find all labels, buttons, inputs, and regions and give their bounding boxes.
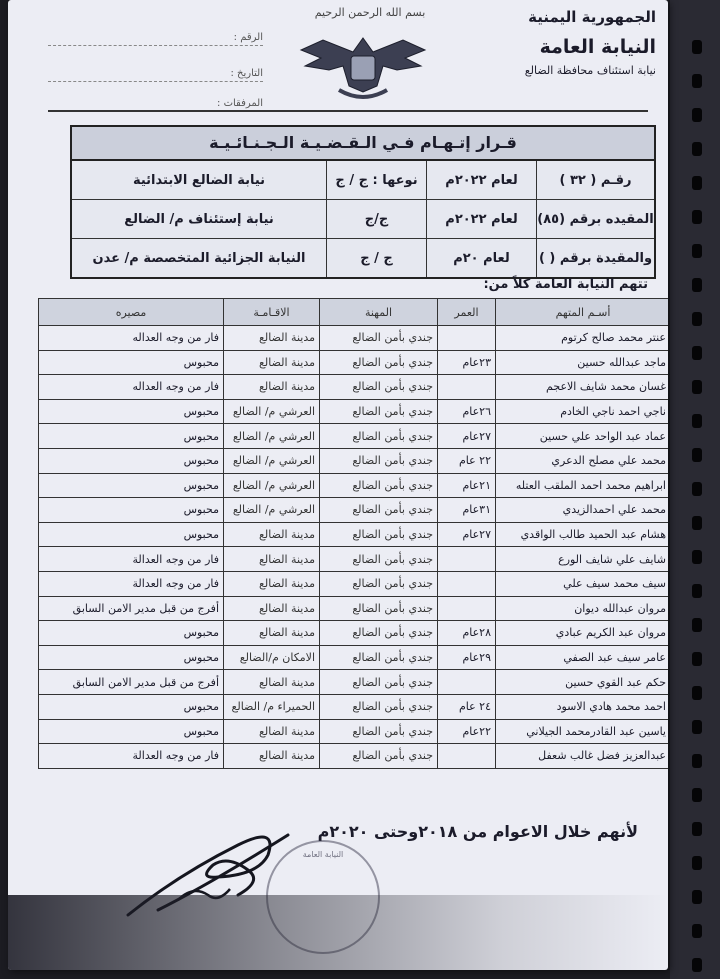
- table-row: [39, 719, 669, 744]
- table-row: [39, 350, 669, 375]
- case-year: لعام ٢٠٢٢م: [426, 200, 536, 238]
- accused-residence: العرشي م/ الضالع: [224, 498, 320, 523]
- accused-fate: محبوس: [39, 719, 224, 744]
- binder-ring: [692, 686, 702, 700]
- binder-ring: [692, 142, 702, 156]
- accused-residence: مدينة الضالع: [224, 744, 320, 769]
- accused-fate: محبوس: [39, 621, 224, 646]
- accused-age: ٣١عام: [438, 498, 496, 523]
- accused-residence: مدينة الضالع: [224, 522, 320, 547]
- document-page: [8, 0, 668, 970]
- accused-fate: محبوس: [39, 522, 224, 547]
- accused-occupation: جندي بأمن الضالع: [320, 326, 438, 351]
- accused-occupation: جندي بأمن الضالع: [320, 670, 438, 695]
- accused-name: حكم عبد القوي حسين: [496, 670, 669, 695]
- accused-age: [438, 547, 496, 572]
- table-row: [39, 399, 669, 424]
- binder-ring: [692, 652, 702, 666]
- binder-ring: [692, 210, 702, 224]
- accused-table: [38, 298, 668, 769]
- accused-occupation: جندي بأمن الضالع: [320, 596, 438, 621]
- date-field: التاريخ :: [48, 68, 263, 82]
- case-year: لعام ٢٠٢٢م: [426, 161, 536, 199]
- accused-name: هشام عبد الحميد طالب الواقدي: [496, 522, 669, 547]
- accused-residence: مدينة الضالع: [224, 596, 320, 621]
- accused-residence: مدينة الضالع: [224, 350, 320, 375]
- accused-residence: مدينة الضالع: [224, 547, 320, 572]
- accused-age: ٢٢ عام: [438, 448, 496, 473]
- accused-age: ٢١عام: [438, 473, 496, 498]
- binder-ring: [692, 788, 702, 802]
- binder-ring: [692, 958, 702, 972]
- accused-residence: مدينة الضالع: [224, 719, 320, 744]
- accused-age: [438, 375, 496, 400]
- binder-ring: [692, 346, 702, 360]
- table-row: [39, 645, 669, 670]
- binder-ring: [692, 618, 702, 632]
- accused-residence: العرشي م/ الضالع: [224, 424, 320, 449]
- accused-name: ابراهيم محمد احمد الملقب العتله: [496, 473, 669, 498]
- accused-occupation: جندي بأمن الضالع: [320, 621, 438, 646]
- binder-ring: [692, 108, 702, 122]
- accused-residence: مدينة الضالع: [224, 621, 320, 646]
- table-row: [39, 670, 669, 695]
- accused-residence: الامكان م/الضالع: [224, 645, 320, 670]
- table-row: [39, 547, 669, 572]
- decision-row: [72, 161, 654, 200]
- accused-fate: محبوس: [39, 694, 224, 719]
- accused-occupation: جندي بأمن الضالع: [320, 522, 438, 547]
- accused-occupation: جندي بأمن الضالع: [320, 375, 438, 400]
- accused-occupation: جندي بأمن الضالع: [320, 694, 438, 719]
- accused-fate: فار من وجه العداله: [39, 326, 224, 351]
- accused-fate: محبوس: [39, 448, 224, 473]
- accused-name: ماجد عبدالله حسين: [496, 350, 669, 375]
- accused-fate: محبوس: [39, 473, 224, 498]
- table-header-row: [39, 299, 669, 326]
- accused-age: ٢٧عام: [438, 424, 496, 449]
- accused-age: ٢٨عام: [438, 621, 496, 646]
- accused-fate: محبوس: [39, 424, 224, 449]
- accused-occupation: جندي بأمن الضالع: [320, 399, 438, 424]
- accused-name: محمد علي احمدالزيدي: [496, 498, 669, 523]
- accused-occupation: جندي بأمن الضالع: [320, 645, 438, 670]
- footer-note: لأنهم خلال الاعوام من ٢٠١٨وحتى ٢٠٢٠م: [317, 822, 638, 841]
- accused-fate: محبوس: [39, 498, 224, 523]
- case-type: ج/ج: [326, 200, 426, 238]
- accused-age: [438, 571, 496, 596]
- office-name: نيابة استئناف محافظة الضالع: [524, 64, 656, 77]
- accused-residence: مدينة الضالع: [224, 670, 320, 695]
- table-row: [39, 694, 669, 719]
- accused-name: مروان عبدالله ديوان: [496, 596, 669, 621]
- binder-ring: [692, 312, 702, 326]
- col-header-name: أسـم المتهم: [496, 299, 669, 326]
- accused-name: سيف محمد سيف علي: [496, 571, 669, 596]
- accused-occupation: جندي بأمن الضالع: [320, 350, 438, 375]
- accused-name: شايف علي شايف الورع: [496, 547, 669, 572]
- binder-ring: [692, 856, 702, 870]
- accused-occupation: جندي بأمن الضالع: [320, 498, 438, 523]
- accused-fate: فار من وجه العداله: [39, 375, 224, 400]
- decision-row: [72, 239, 654, 277]
- accused-name: محمد علي مصلح الدعري: [496, 448, 669, 473]
- case-type: ج / ج: [326, 239, 426, 277]
- accused-name: غسان محمد شايف الاعجم: [496, 375, 669, 400]
- accused-age: [438, 326, 496, 351]
- col-header-age: العمر: [438, 299, 496, 326]
- accused-name: عبدالعزيز فضل غالب شعفل: [496, 744, 669, 769]
- accused-occupation: جندي بأمن الضالع: [320, 744, 438, 769]
- accused-name: ناجي احمد ناجي الخادم: [496, 399, 669, 424]
- case-number: والمقيدة برقم ( ): [536, 239, 654, 277]
- binder-ring: [692, 244, 702, 258]
- accused-age: [438, 744, 496, 769]
- attachments-field: المرفقات :: [48, 98, 263, 112]
- accused-occupation: جندي بأمن الضالع: [320, 719, 438, 744]
- binder-ring: [692, 516, 702, 530]
- table-row: [39, 744, 669, 769]
- accused-occupation: جندي بأمن الضالع: [320, 571, 438, 596]
- accused-age: ٢٦عام: [438, 399, 496, 424]
- accused-name: احمد محمد هادي الاسود: [496, 694, 669, 719]
- binder-ring: [692, 754, 702, 768]
- official-stamp: النيابة العامة: [266, 840, 380, 954]
- binder-ring: [692, 584, 702, 598]
- spiral-binding: [670, 0, 720, 979]
- accused-name: ياسين عبد القادرمحمد الجيلاني: [496, 719, 669, 744]
- accused-residence: مدينة الضالع: [224, 375, 320, 400]
- decision-title: قـرار إتـهـام فـي الـقـضـيـة الـجـنـائـيـة: [72, 127, 654, 161]
- accused-age: ٢٧عام: [438, 522, 496, 547]
- binder-ring: [692, 414, 702, 428]
- col-header-occupation: المهنة: [320, 299, 438, 326]
- letterhead: [486, 8, 656, 77]
- table-row: [39, 326, 669, 351]
- col-header-residence: الاقـامـة: [224, 299, 320, 326]
- table-row: [39, 498, 669, 523]
- accused-residence: الحميراء م/ الضالع: [224, 694, 320, 719]
- accused-age: [438, 596, 496, 621]
- intro-text: تتهم النيابة العامة كلاً من:: [483, 277, 648, 292]
- binder-ring: [692, 924, 702, 938]
- basmala: بسم الله الرحمن الرحيم: [314, 6, 426, 19]
- binder-ring: [692, 278, 702, 292]
- accused-residence: العرشي م/ الضالع: [224, 399, 320, 424]
- accused-fate: فار من وجه العدالة: [39, 744, 224, 769]
- case-number: رقـم ( ٣٢ ): [536, 161, 654, 199]
- case-office: نيابة إستئناف م/ الضالع: [124, 211, 274, 227]
- accused-age: [438, 670, 496, 695]
- binder-ring: [692, 448, 702, 462]
- accused-name: عنتر محمد صالح كرتوم: [496, 326, 669, 351]
- accused-fate: أفرج من قبل مدير الامن السابق: [39, 596, 224, 621]
- eagle-emblem-icon: [293, 30, 433, 109]
- accused-residence: مدينة الضالع: [224, 326, 320, 351]
- col-header-fate: مصيره: [39, 299, 224, 326]
- accused-residence: مدينة الضالع: [224, 571, 320, 596]
- decision-row: [72, 200, 654, 239]
- accused-age: ٢٢عام: [438, 719, 496, 744]
- accused-fate: أفرج من قبل مدير الامن السابق: [39, 670, 224, 695]
- binder-ring: [692, 482, 702, 496]
- case-office: النيابة الجزائية المتخصصة م/ عدن: [92, 250, 306, 266]
- country-name: الجمهورية اليمنية: [528, 8, 656, 26]
- table-row: [39, 571, 669, 596]
- binder-ring: [692, 176, 702, 190]
- accused-name: عامر سيف عبد الصفي: [496, 645, 669, 670]
- authority-name: النيابة العامة: [539, 36, 656, 58]
- accused-occupation: جندي بأمن الضالع: [320, 448, 438, 473]
- table-row: [39, 375, 669, 400]
- binder-ring: [692, 890, 702, 904]
- binder-ring: [692, 720, 702, 734]
- decision-box: [70, 125, 656, 279]
- accused-age: ٢٤ عام: [438, 694, 496, 719]
- case-office: نيابة الضالع الابتدائية: [132, 172, 266, 188]
- binder-ring: [692, 380, 702, 394]
- accused-residence: العرشي م/ الضالع: [224, 448, 320, 473]
- accused-fate: محبوس: [39, 399, 224, 424]
- accused-occupation: جندي بأمن الضالع: [320, 547, 438, 572]
- accused-occupation: جندي بأمن الضالع: [320, 424, 438, 449]
- binder-ring: [692, 550, 702, 564]
- binder-ring: [692, 74, 702, 88]
- case-number: المقيده برقم (٨٥): [536, 200, 654, 238]
- ref-field: الرقم :: [48, 32, 263, 46]
- table-row: [39, 522, 669, 547]
- accused-fate: محبوس: [39, 645, 224, 670]
- photo-shadow: [8, 895, 668, 970]
- accused-age: ٢٩عام: [438, 645, 496, 670]
- table-row: [39, 473, 669, 498]
- accused-fate: فار من وجه العدالة: [39, 547, 224, 572]
- accused-occupation: جندي بأمن الضالع: [320, 473, 438, 498]
- accused-name: عماد عبد الواحد علي حسين: [496, 424, 669, 449]
- table-row: [39, 596, 669, 621]
- table-row: [39, 424, 669, 449]
- accused-name: مروان عبد الكريم عبادي: [496, 621, 669, 646]
- binder-ring: [692, 40, 702, 54]
- table-row: [39, 621, 669, 646]
- header-divider: [48, 110, 648, 112]
- case-year: لعام ٢٠م: [426, 239, 536, 277]
- accused-fate: محبوس: [39, 350, 224, 375]
- accused-age: ٢٣عام: [438, 350, 496, 375]
- accused-fate: فار من وجه العدالة: [39, 571, 224, 596]
- case-type: نوعها : ج / ج: [326, 161, 426, 199]
- binder-ring: [692, 822, 702, 836]
- accused-residence: العرشي م/ الضالع: [224, 473, 320, 498]
- table-row: [39, 448, 669, 473]
